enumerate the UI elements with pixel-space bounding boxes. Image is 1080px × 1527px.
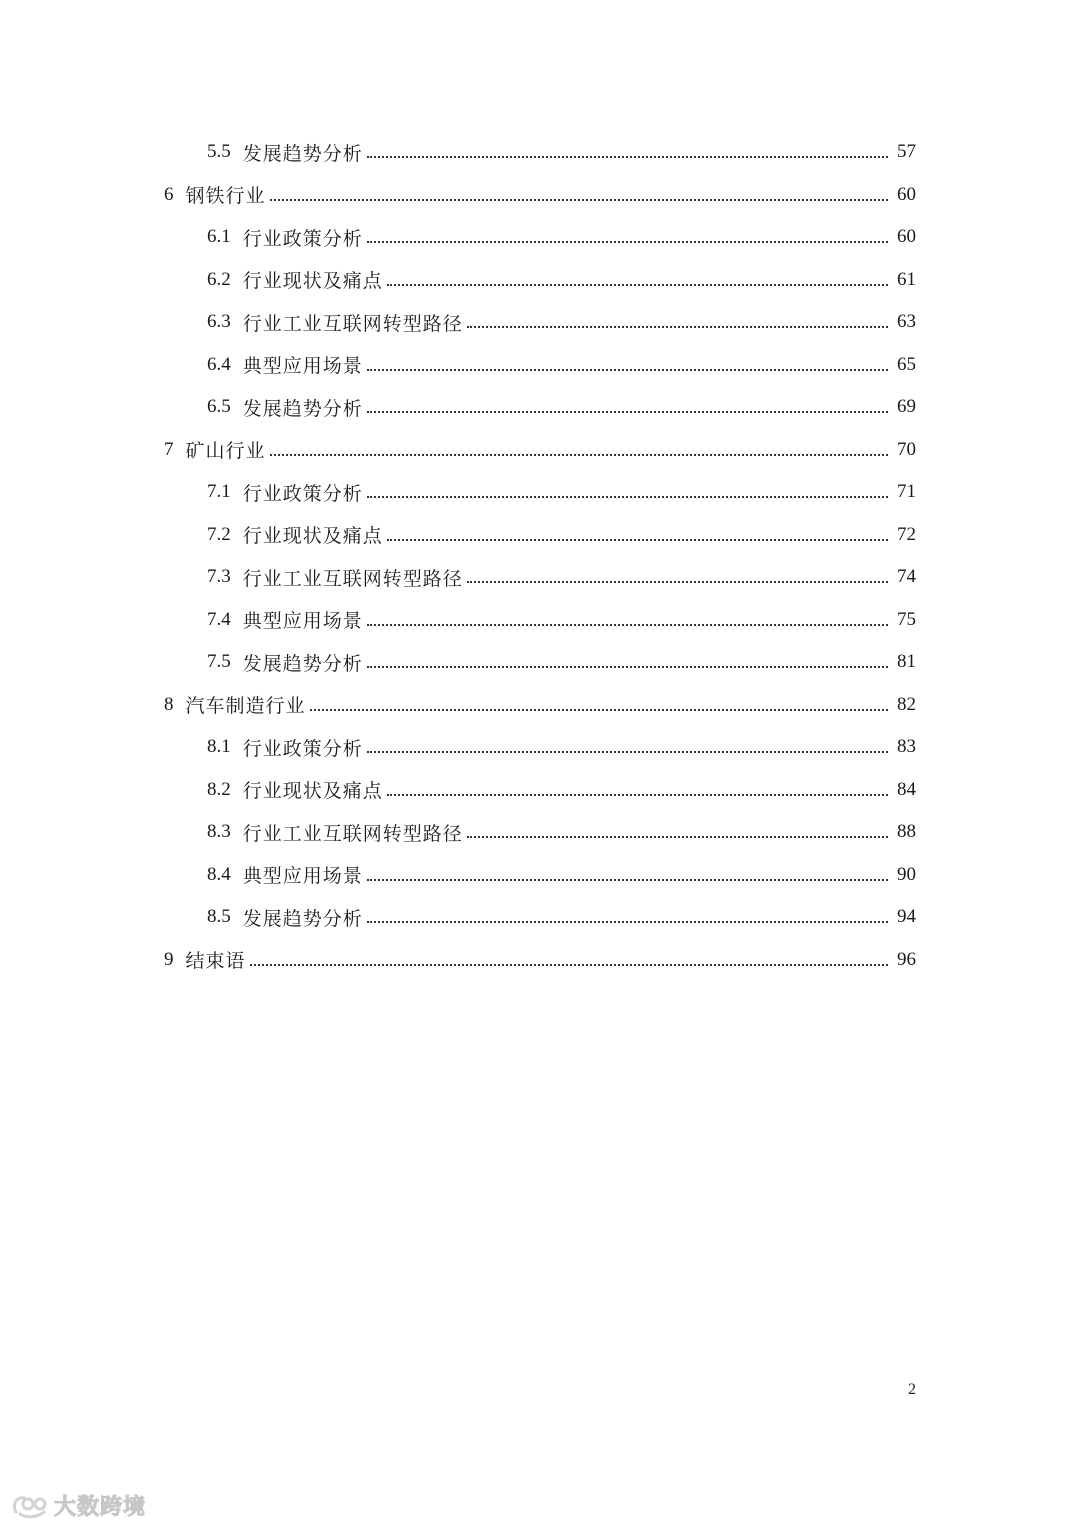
toc-section-entry[interactable] <box>0 769 1080 812</box>
toc-dot-leader <box>367 411 888 413</box>
toc-dot-leader <box>467 581 888 583</box>
toc-entry-number: 7.4 <box>207 608 231 630</box>
toc-entry-page: 81 <box>897 651 916 673</box>
toc-entry-number: 5.5 <box>207 141 231 163</box>
toc-section-entry[interactable] <box>0 854 1080 897</box>
toc-section-entry[interactable] <box>0 301 1080 344</box>
logo-icon <box>10 1492 50 1520</box>
toc-dot-leader <box>387 284 888 286</box>
toc-entry-number: 6.2 <box>207 268 231 290</box>
toc-entry-number: 6 <box>164 183 174 205</box>
toc-dot-leader <box>250 964 888 966</box>
toc-entry-number: 7.3 <box>207 566 231 588</box>
toc-entry-title: 典型应用场景 <box>242 355 363 378</box>
toc-dot-leader <box>367 666 888 668</box>
toc-entry-page: 83 <box>897 736 916 758</box>
toc-entry-page: 61 <box>897 268 916 290</box>
toc-entry-number: 6.1 <box>207 226 231 248</box>
toc-entry-title: 典型应用场景 <box>242 610 363 633</box>
toc-entry-title: 发展趋势分析 <box>242 397 363 420</box>
toc-entry-title: 钢铁行业 <box>185 185 266 208</box>
toc-dot-leader <box>367 879 888 881</box>
toc-entry-page: 96 <box>897 948 916 970</box>
toc-dot-leader <box>310 709 888 711</box>
toc-dot-leader <box>367 156 888 158</box>
toc-entry-number: 6.3 <box>207 311 231 333</box>
toc-chapter-entry[interactable] <box>0 939 1080 982</box>
toc-chapter-entry[interactable] <box>0 174 1080 217</box>
toc-dot-leader <box>367 369 888 371</box>
toc-entry-page: 57 <box>897 141 916 163</box>
toc-entry-page: 84 <box>897 778 916 800</box>
toc-entry-title: 行业工业互联网转型路径 <box>242 312 463 335</box>
toc-entry-title: 行业政策分析 <box>242 227 363 250</box>
toc-section-entry[interactable] <box>0 471 1080 514</box>
toc-entry-page: 88 <box>897 821 916 843</box>
toc-dot-leader <box>367 624 888 626</box>
toc-entry-page: 74 <box>897 566 916 588</box>
toc-entry-number: 8.3 <box>207 821 231 843</box>
toc-entry-page: 69 <box>897 396 916 418</box>
toc-section-entry[interactable] <box>0 726 1080 769</box>
toc-entry-title: 矿山行业 <box>185 440 266 463</box>
toc-section-entry[interactable] <box>0 599 1080 642</box>
toc-section-entry[interactable] <box>0 344 1080 387</box>
toc-dot-leader <box>467 836 888 838</box>
toc-entry-title: 行业政策分析 <box>242 737 363 760</box>
toc-dot-leader <box>367 496 888 498</box>
toc-entry-number: 7.5 <box>207 651 231 673</box>
toc-chapter-entry[interactable] <box>0 429 1080 472</box>
toc-section-entry[interactable] <box>0 556 1080 599</box>
toc-entry-title: 典型应用场景 <box>242 865 363 888</box>
toc-entry-title: 行业政策分析 <box>242 482 363 505</box>
toc-entry-number: 8.4 <box>207 863 231 885</box>
toc-entry-title: 汽车制造行业 <box>185 695 306 718</box>
toc-dot-leader <box>387 539 888 541</box>
toc-entry-number: 8.2 <box>207 778 231 800</box>
toc-dot-leader <box>270 454 888 456</box>
table-of-contents <box>0 131 1080 981</box>
toc-entry-page: 60 <box>897 183 916 205</box>
toc-section-entry[interactable] <box>0 386 1080 429</box>
toc-entry-page: 65 <box>897 353 916 375</box>
toc-section-entry[interactable] <box>0 259 1080 302</box>
toc-dot-leader <box>367 921 888 923</box>
toc-entry-title: 行业现状及痛点 <box>242 270 383 293</box>
page-number: 2 <box>908 1381 916 1398</box>
toc-entry-number: 7 <box>164 438 174 460</box>
toc-section-entry[interactable] <box>0 896 1080 939</box>
toc-section-entry[interactable] <box>0 641 1080 684</box>
toc-entry-page: 63 <box>897 311 916 333</box>
toc-entry-number: 9 <box>164 948 174 970</box>
watermark <box>10 1490 146 1521</box>
toc-entry-page: 75 <box>897 608 916 630</box>
toc-section-entry[interactable] <box>0 216 1080 259</box>
toc-entry-title: 行业工业互联网转型路径 <box>242 822 463 845</box>
toc-entry-page: 90 <box>897 863 916 885</box>
toc-entry-page: 72 <box>897 523 916 545</box>
toc-entry-number: 6.5 <box>207 396 231 418</box>
toc-chapter-entry[interactable] <box>0 684 1080 727</box>
toc-entry-page: 60 <box>897 226 916 248</box>
toc-section-entry[interactable] <box>0 131 1080 174</box>
toc-entry-title: 发展趋势分析 <box>242 907 363 930</box>
toc-entry-number: 7.1 <box>207 481 231 503</box>
toc-entry-title: 发展趋势分析 <box>242 652 363 675</box>
toc-entry-number: 7.2 <box>207 523 231 545</box>
toc-entry-title: 行业工业互联网转型路径 <box>242 567 463 590</box>
toc-entry-page: 71 <box>897 481 916 503</box>
toc-section-entry[interactable] <box>0 514 1080 557</box>
toc-dot-leader <box>270 199 888 201</box>
toc-entry-page: 70 <box>897 438 916 460</box>
toc-entry-title: 结束语 <box>185 950 246 973</box>
toc-entry-title: 行业现状及痛点 <box>242 780 383 803</box>
toc-entry-number: 8.1 <box>207 736 231 758</box>
toc-entry-number: 8.5 <box>207 906 231 928</box>
toc-entry-page: 82 <box>897 693 916 715</box>
toc-entry-title: 行业现状及痛点 <box>242 525 383 548</box>
toc-dot-leader <box>387 794 888 796</box>
toc-entry-number: 8 <box>164 693 174 715</box>
toc-entry-title: 发展趋势分析 <box>242 142 363 165</box>
toc-entry-page: 94 <box>897 906 916 928</box>
toc-entry-number: 6.4 <box>207 353 231 375</box>
toc-dot-leader <box>367 751 888 753</box>
toc-dot-leader <box>467 326 888 328</box>
watermark-text: 大数跨境 <box>54 1495 147 1520</box>
toc-dot-leader <box>367 241 888 243</box>
toc-section-entry[interactable] <box>0 811 1080 854</box>
